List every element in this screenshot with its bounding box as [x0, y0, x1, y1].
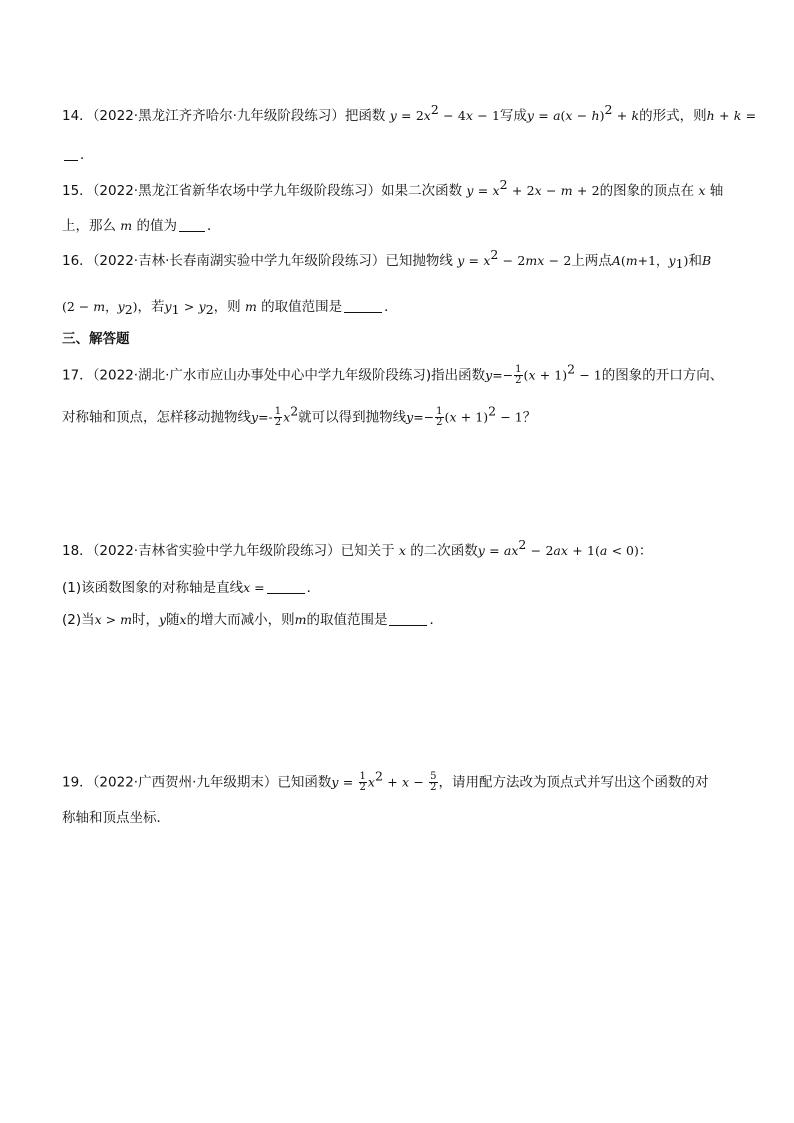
question-source: （2022·黑龙江齐齐哈尔·九年级阶段练习） [92, 108, 345, 124]
section-heading: 三、解答题 [62, 331, 130, 347]
formula: y [251, 409, 259, 425]
question-source: （2022·吉林省实验中学九年级阶段练习） [92, 543, 341, 559]
question-15-line1: 15．（2022·黑龙江省新华农场中学九年级阶段练习）如果二次函数 $y = x^2 + 2x - m + 2$的图象的顶点在 x 轴 [62, 177, 724, 199]
formula: y [466, 183, 474, 198]
question-number: 16． [62, 253, 93, 269]
question-source: （2022·黑龙江省新华农场中学九年级阶段练习） [92, 183, 382, 199]
question-16-line2: (2 − m，$y_2$)，若$y_1 > y_2$，则 m 的取值范围是 ． [62, 299, 398, 317]
question-19-line1: 19．（2022·广西贺州·九年级期末）已知函数y = $\frac{1}{2}$ $x^2 + x$ − $\frac{5}{2}$ ，请用配方法改为顶点式并写出这个函数的对 [62, 768, 709, 793]
question-14-line1: 14．（2022·黑龙江齐齐哈尔·九年级阶段练习）把函数 $y = 2x^2 - 4x - 1$写成$y = a(x - h)^2 + k$的形式，则h + k = [62, 102, 757, 124]
formula: y [477, 543, 485, 558]
question-19-line2: 称轴和顶点坐标． [62, 810, 170, 826]
question-number: 18． [62, 543, 93, 559]
answer-blank[interactable] [179, 217, 205, 232]
formula: y [485, 367, 493, 383]
formula: y [389, 108, 397, 123]
question-16-line1: 16．（2022·吉林·长春南湖实验中学九年级阶段练习）已知抛物线 $y = x^2 - 2mx - 2$上两点A(m+1，$y_1$)和B [62, 247, 712, 271]
question-18-line1: 18．（2022·吉林省实验中学九年级阶段练习）已知关于 x 的二次函数$y = ax^2 - 2ax + 1(a < 0)$： [62, 537, 653, 559]
question-18-part2: (2)当x > m时，y随x的增大而减小，则m的取值范围是 ． [62, 612, 443, 628]
formula: y [457, 253, 465, 268]
question-number: 17． [62, 367, 93, 384]
question-18-part1: (1)该函数图象的对称轴是直线x = ． [62, 580, 321, 596]
question-source: （2022·湖北·广水市应山办事处中心中学九年级阶段练习) [92, 367, 432, 384]
question-15-line2: 上，那么 m 的值为 ． [62, 218, 221, 234]
answer-blank[interactable] [267, 579, 305, 594]
question-number: 14． [62, 108, 93, 124]
formula: y [406, 409, 414, 425]
question-14-line2: ． [62, 145, 94, 165]
question-source: （2022·吉林·长春南湖实验中学九年级阶段练习） [92, 253, 386, 269]
answer-blank[interactable] [64, 146, 78, 161]
question-source: （2022·广西贺州·九年级期末） [92, 774, 278, 791]
question-17-line1: 17．（2022·湖北·广水市应山办事处中心中学九年级阶段练习)指出函数y=− $\frac{1}{2}$ $(x + 1)^2 - 1$的图象的开口方向、 [62, 361, 724, 386]
question-number: 19． [62, 774, 93, 791]
answer-blank[interactable] [344, 298, 382, 313]
question-number: 15． [62, 183, 93, 199]
answer-blank[interactable] [389, 611, 427, 626]
formula: y [526, 108, 534, 123]
formula: y [331, 774, 339, 790]
question-17-line2: 对称轴和顶点，怎样移动抛物线y=- $\frac{1}{2}$ $x^2$就可以得到抛物线y=− $\frac{1}{2}$ $(x + 1)^2 - 1$？ [62, 403, 537, 428]
